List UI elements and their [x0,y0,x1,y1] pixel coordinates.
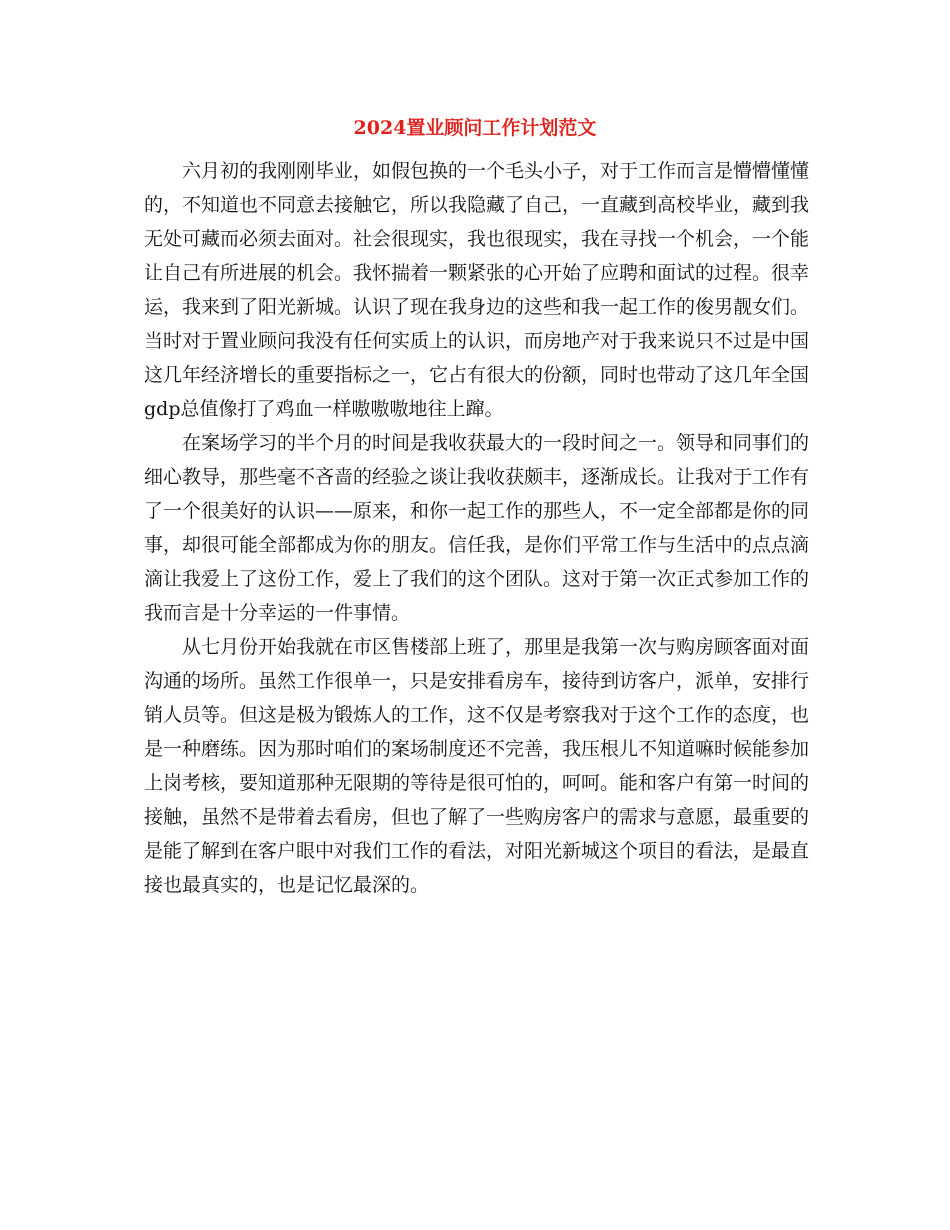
paragraph-1: 六月初的我刚刚毕业，如假包换的一个毛头小子，对于工作而言是懵懵懂懂的，不知道也不同意去接触它，所以我隐藏了自己，一直藏到高校毕业，藏到我无处可藏而必须去面对。社会很现实，我也很现实，我在寻找一个机会，一个能让自己有所进展的机会。我怀揣着一颗紧张的心开始了应聘和面试的过程。很幸运，我来到了阳光新城。认识了现在我身边的这些和我一起工作的俊男靓女们。当时对于置业顾问我没有任何实质上的认识，而房地产对于我来说只不过是中国这几年经济增长的重要指标之一，它占有很大的份额，同时也带动了这几年全国gdp总值像打了鸡血一样嗷嗷嗷地往上蹿。 [144,160,810,420]
document-title: 2024置业顾问工作计划范文 [353,117,597,139]
paragraph-3: 从七月份开始我就在市区售楼部上班了，那里是我第一次与购房顾客面对面沟通的场所。虽然工作很单一，只是安排看房车，接待到访客户，派单，安排行销人员等。但这是极为锻炼人的工作，这不仅是考察我对于这个工作的态度，也是一种磨练。因为那时咱们的案场制度还不完善，我压根儿不知道嘛时候能参加上岗考核，要知道那种无限期的等待是很可怕的，呵呵。能和客户有第一时间的接触，虽然不是带着去看房，但也了解了一些购房客户的需求与意愿，最重要的是能了解到在客户眼中对我们工作的看法，对阳光新城这个项目的看法，是最直接也最真实的，也是记忆最深的。 [144,636,810,896]
document-body [144,154,809,902]
paragraph-2: 在案场学习的半个月的时间是我收获最大的一段时间之一。领导和同事们的细心教导，那些毫不吝啬的经验之谈让我收获颇丰，逐渐成长。让我对于工作有了一个很美好的认识——原来，和你一起工作的那些人，不一定全部都是你的同事，却很可能全部都成为你的朋友。信任我，是你们平常工作与生活中的点点滴滴让我爱上了这份工作，爱上了我们的这个团队。这对于第一次正式参加工作的我而言是十分幸运的一件事情。 [144,432,810,624]
